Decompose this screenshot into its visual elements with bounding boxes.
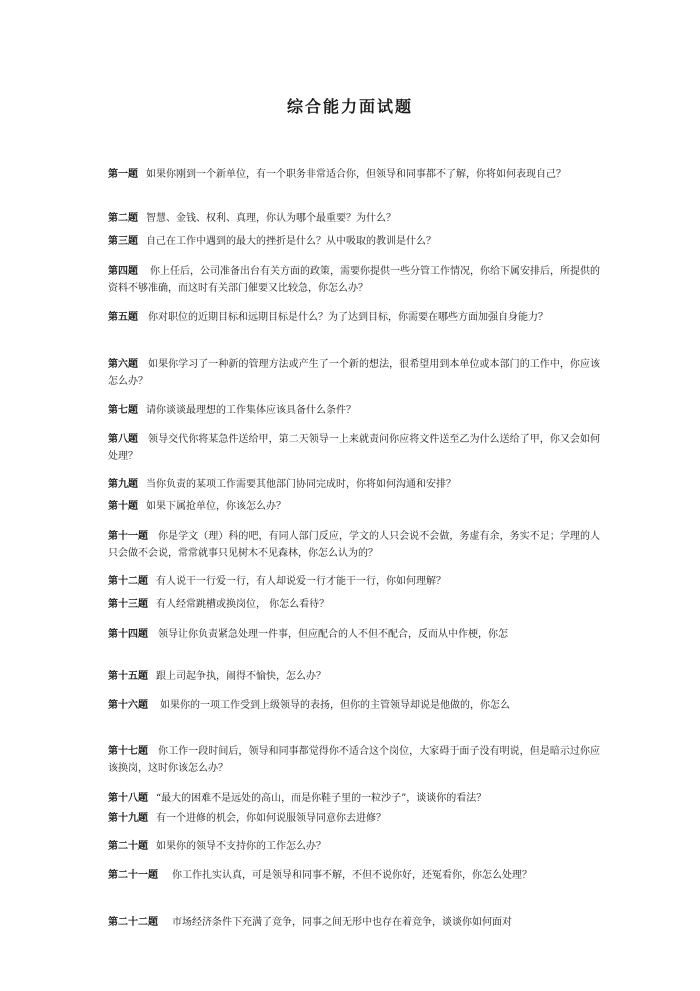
question-item [108,233,600,250]
question-text: 如果下属抢单位，你该怎么办？ [146,501,286,512]
question-text: 跟上司起争执，闹得不愉快，怎么办？ [156,671,326,682]
question-text: 你工作扎实认真，可是领导和同事不解，不但不说你好，还冤看你，你怎么处理？ [172,870,532,881]
question-text: 领导让你负责紧急处理一件事，但应配合的人不但不配合，反而从中作梗，你怎 [158,629,508,640]
question-number: 第九题 [108,479,138,490]
question-number: 第十九题 [108,813,148,824]
question-number: 第十四题 [108,629,148,640]
question-text: 自己在工作中遇到的最大的挫折是什么？从中吸取的教训是什么？ [146,236,436,247]
question-text: 领导交代你将某急件送给甲，第二天领导一上来就责问你应将文件送至乙为什么送给了甲，你又会如何处理？ [108,434,600,462]
question-item [108,867,600,884]
question-number: 第十六题 [108,700,148,711]
question-number: 第一题 [108,169,138,180]
question-number: 第十八题 [108,793,148,804]
question-item [108,914,600,931]
question-text: 你上任后，公司准备出台有关方面的政策，需要你提供一些分管工作情况，你给下属安排后，所提供的资料不够准确，而这时有关部门催要又比较急，你怎么办？ [108,266,600,294]
question-text: 有人经常跳槽或换岗位， 你怎么看待？ [156,599,330,610]
question-text: 如果你刚到一个新单位，有一个职务非常适合你，但领导和同事都不了解，你将如何表现自己？ [146,169,566,180]
question-number: 第六题 [108,359,138,370]
question-item [108,356,600,390]
question-text: 如果你的一项工作受到上级领导的表扬，但你的主管领导却说是他做的，你怎么 [160,700,510,711]
question-item [108,697,600,714]
question-number: 第十五题 [108,671,148,682]
question-item [108,263,600,297]
question-text: 有一个进修的机会，你如何说服领导同意你去进修？ [156,813,386,824]
question-item [108,431,600,465]
question-item [108,668,600,685]
question-number: 第五题 [108,312,138,323]
question-number: 第二十二题 [108,917,158,928]
question-item [108,790,600,807]
question-number: 第十题 [108,501,138,512]
question-text: 当你负责的某项工作需要其他部门协同完成时，你将如何沟通和安排？ [146,479,456,490]
question-number: 第七题 [108,405,138,416]
question-number: 第八题 [108,434,138,445]
page-title: 综合能力面试题 [286,97,413,116]
question-item [108,476,600,493]
question-text: 有人说干一行爱一行，有人却说爱一行才能干一行，你如何理解？ [156,576,446,587]
question-text: 请你谈谈最理想的工作集体应该具备什么条件？ [146,405,356,416]
question-item [108,810,600,827]
question-number: 第十七题 [108,746,148,757]
question-text: 你对职位的近期目标和远期目标是什么？为了达到目标，你需要在哪些方面加强自身能力？ [148,312,548,323]
question-item [108,743,600,777]
question-item [108,596,600,613]
question-text: “最大的困难不是远处的高山，而是你鞋子里的一粒沙子”，谈谈你的看法？ [156,793,487,804]
question-item [108,498,600,515]
question-item [108,210,600,227]
question-number: 第十二题 [108,576,148,587]
question-number: 第二十一题 [108,870,158,881]
question-item [108,573,600,590]
question-item [108,626,600,643]
question-text: 你工作一段时间后，领导和同事都觉得你不适合这个岗位，大家碍于面子没有明说，但是暗示过你应该换岗，这时你该怎么办？ [108,746,600,774]
question-item [108,402,600,419]
question-item [108,838,600,855]
question-item [108,528,600,562]
question-number: 第三题 [108,236,138,247]
question-number: 第十三题 [108,599,148,610]
question-item [108,309,600,326]
question-text: 你是学文（理）科的吧，有同人部门反应，学文的人只会说不会做，务虚有余，务实不足；学理的人只会做不会说，常常就事只见树木不见森林，你怎么认为的？ [108,531,600,559]
question-text: 如果你的领导不支持你的工作怎么办？ [156,841,326,852]
question-number: 第十一题 [108,531,148,542]
question-text: 智慧、金钱、权利、真理，你认为哪个最重要？为什么？ [146,213,396,224]
question-text: 如果你学习了一种新的管理方法或产生了一个新的想法，很希望用到本单位或本部门的工作中，你应该怎么办？ [108,359,600,387]
question-number: 第二十题 [108,841,148,852]
question-number: 第四题 [108,266,138,277]
question-item [108,166,600,183]
question-text: 市场经济条件下充满了竞争，同事之间无形中也存在着竞争，谈谈你如何面对 [172,917,512,928]
question-number: 第二题 [108,213,138,224]
